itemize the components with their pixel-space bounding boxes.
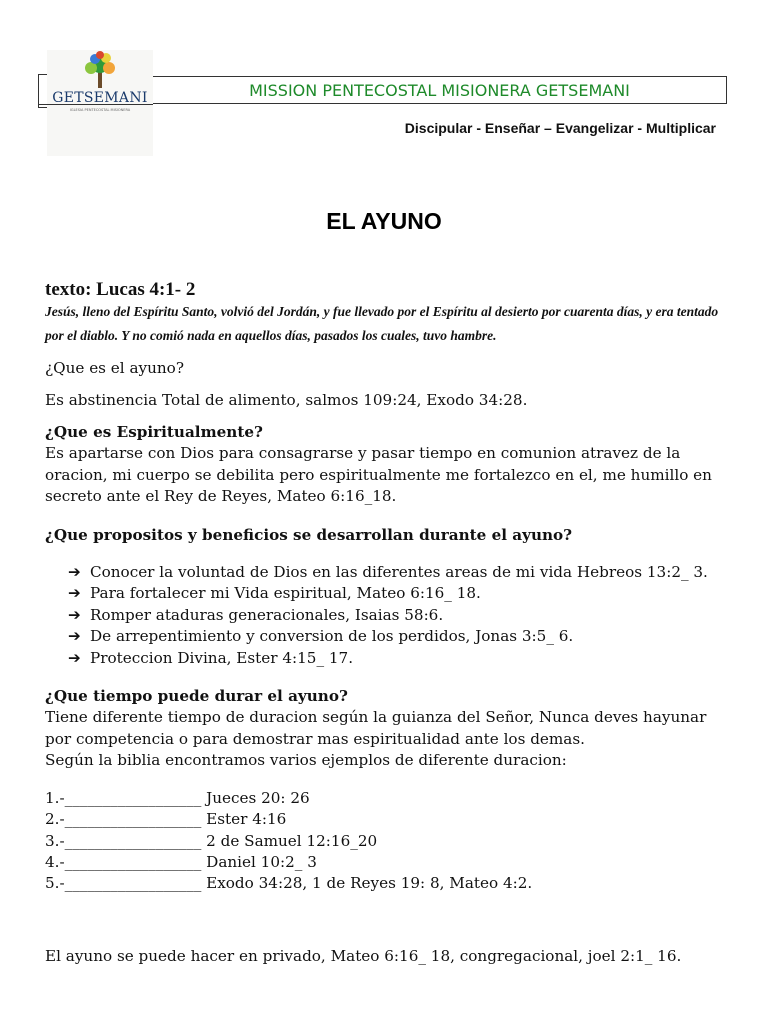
scripture-verse: Jesús, lleno del Espíritu Santo, volvió del Jordán, y fue llevado por el Espíritu al desierto por cuarenta días, y era tentado por el diablo. Y no comió nada en aquellos días, pasados los cuales, tuvo hambre. [45,304,719,343]
logo-subtext: IGLESIA PENTECOSTAL MISIONERA [69,108,131,112]
organization-name: MISSION PENTECOSTAL MISIONERA GETSEMANI [249,81,630,100]
purposes-list [68,562,708,669]
list-item: ➔ Para fortalecer mi Vida espiritual, Mateo 6:16_ 18. [68,583,708,604]
page-title: EL AYUNO [326,208,442,234]
church-logo [47,50,153,156]
list-item: 3.-__________________ 2 de Samuel 12:16_20 [45,831,378,850]
answer-what-is-fasting: Es abstinencia Total de alimento, salmos 109:24, Exodo 34:28. [45,391,528,409]
list-item: ➔ Conocer la voluntad de Dios en las diferentes areas de mi vida Hebreos 13:2_ 3. [68,562,708,583]
answer-spiritually: Es apartarse con Dios para consagrarse y pasar tiempo en comunion atravez de la oracion, mi cuerpo se debilita pero espiritualmente me fortalezco en el, me humillo en secreto ante el Rey de Reyes, Mateo 6:16_18. [45,444,712,505]
question-duration: ¿Que tiempo puede durar el ayuno? [45,687,348,705]
list-item: ➔ Proteccion Divina, Ester 4:15_ 17. [68,648,708,669]
list-item: 2.-__________________ Ester 4:16 [45,810,287,829]
tree-icon [47,50,153,90]
arrow-icon: ➔ [68,627,81,646]
list-item: 4.-__________________ Daniel 10:2_ 3 [45,852,317,871]
answer-duration: Tiene diferente tiempo de duracion según la guianza del Señor, Nunca deves hayunar por competencia o para demostrar mas espiritualidad ante los demas. [45,708,707,748]
arrow-icon: ➔ [68,605,81,624]
answer-duration-examples-intro: Según la biblia encontramos varios ejemplos de diferente duracion: [45,751,567,769]
list-item: ➔ Romper ataduras generacionales, Isaias 58:6. [68,605,708,626]
header-banner [153,76,727,104]
motto: Discipular - Enseñar – Evangelizar - Multiplicar [404,120,716,136]
list-item: 1.-__________________ Jueces 20: 26 [45,789,310,807]
logo-wordmark: GETSEMANI [52,90,148,106]
list-item: ➔ De arrepentimiento y conversion de los perdidos, Jonas 3:5_ 6. [68,626,708,647]
question-purposes: ¿Que propositos y beneficios se desarrollan durante el ayuno? [45,526,573,544]
arrow-icon: ➔ [68,648,81,667]
header-bracket [38,74,47,108]
scripture-reference: texto: Lucas 4:1- 2 [45,279,196,300]
closing-paragraph: El ayuno se puede hacer en privado, Mateo 6:16_ 18, congregacional, joel 2:1_ 16. [45,947,682,965]
arrow-icon: ➔ [68,584,81,603]
header-divider [38,104,153,105]
question-what-is-fasting: ¿Que es el ayuno? [45,359,184,377]
question-spiritually: ¿Que es Espiritualmente? [45,423,263,441]
list-item: 5.-__________________ Exodo 34:28, 1 de Reyes 19: 8, Mateo 4:2. [45,874,533,893]
arrow-icon: ➔ [68,563,81,581]
examples-list [45,788,532,894]
